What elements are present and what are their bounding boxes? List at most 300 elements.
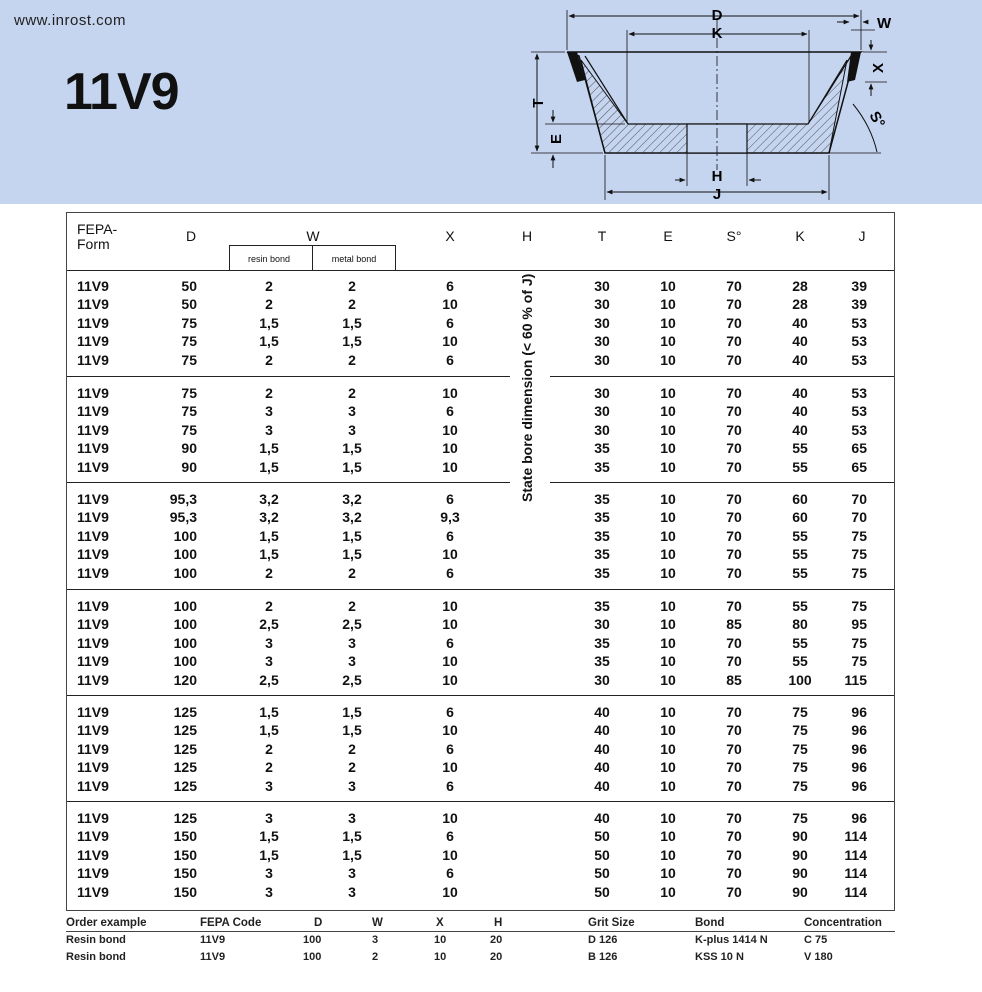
cell-S: 70 xyxy=(726,759,742,776)
hdr-W-resin: resin bond xyxy=(247,254,291,264)
cell-J: 96 xyxy=(851,722,867,739)
cell-E: 10 xyxy=(660,491,676,507)
group-rule xyxy=(550,376,894,377)
order-cell: Resin bond xyxy=(66,934,126,946)
cell-X: 10 xyxy=(442,546,458,563)
cell-form: 11V9 xyxy=(77,883,109,900)
cell-K: 75 xyxy=(792,722,808,739)
cell-J: 96 xyxy=(851,777,867,794)
cell-X: 10 xyxy=(442,653,458,670)
cell-X: 10 xyxy=(442,616,458,633)
dim-T: T xyxy=(530,98,547,108)
cell-J: 115 xyxy=(844,671,867,688)
cell-J: 53 xyxy=(851,403,867,420)
cell-J: 53 xyxy=(851,421,867,438)
cell-K: 55 xyxy=(792,440,808,457)
site-url[interactable]: www.inrost.com xyxy=(14,12,127,29)
cell-T: 30 xyxy=(594,385,610,401)
cell-J: 65 xyxy=(851,440,867,457)
cell-form: 11V9 xyxy=(77,810,109,826)
cell-W-resin: 2 xyxy=(265,278,273,294)
cell-form: 11V9 xyxy=(77,403,109,420)
cell-K: 100 xyxy=(788,671,812,688)
cell-W-resin: 2 xyxy=(265,740,273,757)
cell-W-metal: 1,5 xyxy=(342,722,362,739)
cell-E: 10 xyxy=(660,865,676,882)
cell-E: 10 xyxy=(660,671,676,688)
cell-S: 70 xyxy=(726,777,742,794)
cell-K: 55 xyxy=(792,634,808,651)
cell-W-metal: 2,5 xyxy=(342,616,362,633)
cell-form: 11V9 xyxy=(77,458,109,475)
cell-D: 100 xyxy=(173,564,197,581)
cell-J: 53 xyxy=(851,333,867,350)
order-cell: 11V9 xyxy=(200,951,226,963)
cell-S: 70 xyxy=(726,351,742,368)
cell-K: 75 xyxy=(792,740,808,757)
cell-J: 39 xyxy=(851,278,867,294)
cell-T: 35 xyxy=(594,634,610,651)
cell-S: 70 xyxy=(726,740,742,757)
cell-S: 70 xyxy=(726,722,742,739)
cell-form: 11V9 xyxy=(77,722,109,739)
cell-W-metal: 1,5 xyxy=(342,527,362,544)
cell-X: 10 xyxy=(442,440,458,457)
cell-K: 60 xyxy=(792,491,808,507)
cell-W-resin: 2 xyxy=(265,385,273,401)
cell-X: 10 xyxy=(442,296,458,313)
cell-W-metal: 3 xyxy=(348,865,356,882)
cell-K: 90 xyxy=(792,846,808,863)
cell-W-resin: 3,2 xyxy=(259,491,279,507)
cell-S: 70 xyxy=(726,509,742,526)
cell-J: 114 xyxy=(844,883,867,900)
order-cell: K-plus 1414 N xyxy=(695,934,768,946)
order-cell: KSS 10 N xyxy=(695,951,744,963)
cell-D: 125 xyxy=(173,740,197,757)
cell-S: 70 xyxy=(726,810,742,826)
cell-T: 30 xyxy=(594,351,610,368)
group-rule xyxy=(67,589,894,590)
cell-W-metal: 1,5 xyxy=(342,846,362,863)
cell-T: 30 xyxy=(594,278,610,294)
cell-D: 90 xyxy=(181,458,197,475)
cell-D: 50 xyxy=(181,296,197,313)
cell-J: 75 xyxy=(851,653,867,670)
hdr-J: J xyxy=(858,228,866,244)
cell-K: 40 xyxy=(792,351,808,368)
cell-D: 75 xyxy=(181,421,197,438)
cell-W-resin: 3 xyxy=(265,403,273,420)
cell-W-metal: 3 xyxy=(348,777,356,794)
order-header: FEPA Code xyxy=(200,917,262,929)
cell-W-resin: 1,5 xyxy=(259,440,279,457)
cell-E: 10 xyxy=(660,653,676,670)
cell-X: 6 xyxy=(446,564,454,581)
cell-X: 6 xyxy=(446,740,454,757)
cell-E: 10 xyxy=(660,458,676,475)
cell-W-resin: 3 xyxy=(265,810,273,826)
cell-form: 11V9 xyxy=(77,704,109,720)
cell-S: 70 xyxy=(726,704,742,720)
cell-K: 75 xyxy=(792,704,808,720)
cell-K: 40 xyxy=(792,421,808,438)
cell-form: 11V9 xyxy=(77,296,109,313)
cell-J: 53 xyxy=(851,385,867,401)
cell-W-resin: 1,5 xyxy=(259,704,279,720)
cell-X: 6 xyxy=(446,278,454,294)
cell-W-metal: 1,5 xyxy=(342,458,362,475)
cell-X: 10 xyxy=(442,883,458,900)
cell-W-resin: 3 xyxy=(265,883,273,900)
cell-X: 6 xyxy=(446,865,454,882)
cell-form: 11V9 xyxy=(77,385,109,401)
cell-D: 95,3 xyxy=(169,491,197,507)
cell-J: 53 xyxy=(851,314,867,331)
cell-S: 70 xyxy=(726,333,742,350)
cell-E: 10 xyxy=(660,385,676,401)
cell-E: 10 xyxy=(660,722,676,739)
cell-D: 75 xyxy=(181,314,197,331)
cell-J: 114 xyxy=(844,828,867,845)
cell-W-resin: 3 xyxy=(265,777,273,794)
order-cell: 100 xyxy=(303,934,322,946)
cell-T: 35 xyxy=(594,546,610,563)
cell-form: 11V9 xyxy=(77,546,109,563)
cell-S: 70 xyxy=(726,598,742,614)
hdr-K: K xyxy=(795,228,805,244)
cell-form: 11V9 xyxy=(77,440,109,457)
cell-W-metal: 3 xyxy=(348,403,356,420)
cell-form: 11V9 xyxy=(77,527,109,544)
cell-X: 10 xyxy=(442,598,458,614)
cell-K: 40 xyxy=(792,403,808,420)
cell-W-resin: 3 xyxy=(265,634,273,651)
header-band xyxy=(0,0,982,204)
order-cell: 100 xyxy=(303,951,322,963)
cell-K: 55 xyxy=(792,546,808,563)
group-rule xyxy=(550,482,894,483)
cell-K: 40 xyxy=(792,333,808,350)
hdr-form: FEPA- Form xyxy=(77,221,118,252)
cell-K: 55 xyxy=(792,527,808,544)
order-cell: D 126 xyxy=(588,934,618,946)
cell-T: 30 xyxy=(594,671,610,688)
cell-T: 40 xyxy=(594,759,610,776)
cell-X: 6 xyxy=(446,491,454,507)
group-rule xyxy=(67,801,894,802)
cell-W-metal: 2 xyxy=(348,564,356,581)
page-title: 11V9 xyxy=(64,63,179,121)
cell-T: 30 xyxy=(594,333,610,350)
cell-T: 50 xyxy=(594,846,610,863)
cell-K: 28 xyxy=(792,278,808,294)
cell-D: 125 xyxy=(173,759,197,776)
group-rule xyxy=(67,695,894,696)
cell-T: 35 xyxy=(594,653,610,670)
cell-S: 70 xyxy=(726,546,742,563)
cell-W-resin: 2,5 xyxy=(259,616,279,633)
order-cell: 20 xyxy=(490,951,503,963)
group-rule xyxy=(67,376,510,377)
cell-T: 35 xyxy=(594,440,610,457)
cell-J: 65 xyxy=(851,458,867,475)
cell-W-resin: 3 xyxy=(265,865,273,882)
cell-W-metal: 1,5 xyxy=(342,333,362,350)
cell-form: 11V9 xyxy=(77,421,109,438)
group-rule xyxy=(67,482,510,483)
cell-W-resin: 2 xyxy=(265,598,273,614)
cell-K: 55 xyxy=(792,564,808,581)
dim-S: S° xyxy=(865,108,889,131)
cell-T: 50 xyxy=(594,865,610,882)
order-rule xyxy=(66,931,895,932)
cell-T: 35 xyxy=(594,527,610,544)
cell-D: 100 xyxy=(173,546,197,563)
cell-E: 10 xyxy=(660,527,676,544)
cell-S: 85 xyxy=(726,671,742,688)
cell-W-resin: 1,5 xyxy=(259,458,279,475)
cell-S: 70 xyxy=(726,865,742,882)
dim-W: W xyxy=(877,15,892,32)
cell-W-resin: 2,5 xyxy=(259,671,279,688)
cell-W-metal: 3 xyxy=(348,634,356,651)
cell-T: 40 xyxy=(594,810,610,826)
hdr-H: H xyxy=(521,228,533,244)
cell-J: 114 xyxy=(844,846,867,863)
cell-X: 10 xyxy=(442,722,458,739)
cell-X: 10 xyxy=(442,385,458,401)
cell-J: 95 xyxy=(851,616,867,633)
cell-form: 11V9 xyxy=(77,278,109,294)
order-cell: Resin bond xyxy=(66,951,126,963)
cell-D: 100 xyxy=(173,527,197,544)
cell-E: 10 xyxy=(660,278,676,294)
cell-E: 10 xyxy=(660,598,676,614)
cell-form: 11V9 xyxy=(77,671,109,688)
cell-form: 11V9 xyxy=(77,564,109,581)
cell-E: 10 xyxy=(660,810,676,826)
cell-X: 6 xyxy=(446,704,454,720)
cell-form: 11V9 xyxy=(77,777,109,794)
cell-E: 10 xyxy=(660,564,676,581)
cell-S: 70 xyxy=(726,491,742,507)
cell-W-resin: 2 xyxy=(265,351,273,368)
cell-W-metal: 3 xyxy=(348,810,356,826)
hdr-vrule-2 xyxy=(312,245,313,270)
cell-form: 11V9 xyxy=(77,351,109,368)
dim-H: H xyxy=(711,168,723,185)
cell-W-metal: 2,5 xyxy=(342,671,362,688)
cell-W-resin: 1,5 xyxy=(259,333,279,350)
cell-W-metal: 2 xyxy=(348,351,356,368)
cell-W-resin: 3,2 xyxy=(259,509,279,526)
cell-form: 11V9 xyxy=(77,598,109,614)
order-header: D xyxy=(314,917,323,929)
cell-D: 150 xyxy=(173,883,197,900)
cell-K: 90 xyxy=(792,883,808,900)
cell-W-metal: 1,5 xyxy=(342,546,362,563)
cell-X: 10 xyxy=(442,333,458,350)
cell-J: 114 xyxy=(844,865,867,882)
cell-X: 9,3 xyxy=(440,509,460,526)
wheel-drawing xyxy=(515,0,895,204)
cell-T: 50 xyxy=(594,828,610,845)
cell-S: 85 xyxy=(726,616,742,633)
cell-S: 70 xyxy=(726,421,742,438)
cell-W-resin: 1,5 xyxy=(259,527,279,544)
cell-T: 35 xyxy=(594,509,610,526)
hdr-S: S° xyxy=(726,228,742,244)
cell-W-metal: 3 xyxy=(348,883,356,900)
dim-D: D xyxy=(711,7,723,24)
cell-E: 10 xyxy=(660,351,676,368)
cell-T: 35 xyxy=(594,598,610,614)
dim-J: J xyxy=(712,186,722,203)
cell-E: 10 xyxy=(660,546,676,563)
cell-J: 75 xyxy=(851,598,867,614)
cell-K: 40 xyxy=(792,314,808,331)
cell-T: 40 xyxy=(594,704,610,720)
cell-D: 50 xyxy=(181,278,197,294)
order-cell: 10 xyxy=(434,934,447,946)
cell-X: 6 xyxy=(446,314,454,331)
cell-E: 10 xyxy=(660,509,676,526)
dim-K: K xyxy=(711,25,723,42)
cell-W-metal: 2 xyxy=(348,759,356,776)
cell-T: 30 xyxy=(594,421,610,438)
cell-K: 40 xyxy=(792,385,808,401)
order-cell: C 75 xyxy=(804,934,828,946)
cell-W-resin: 1,5 xyxy=(259,314,279,331)
cell-form: 11V9 xyxy=(77,491,109,507)
cell-S: 70 xyxy=(726,385,742,401)
cell-W-metal: 2 xyxy=(348,740,356,757)
cell-X: 6 xyxy=(446,351,454,368)
cell-D: 150 xyxy=(173,865,197,882)
cell-J: 96 xyxy=(851,704,867,720)
cell-D: 75 xyxy=(181,333,197,350)
cell-W-metal: 2 xyxy=(348,296,356,313)
hdr-E: E xyxy=(663,228,673,244)
cell-S: 70 xyxy=(726,314,742,331)
hdr-W-metal: metal bond xyxy=(331,254,377,264)
cell-D: 125 xyxy=(173,704,197,720)
cell-K: 75 xyxy=(792,759,808,776)
cell-S: 70 xyxy=(726,846,742,863)
order-header: H xyxy=(494,917,503,929)
cell-D: 125 xyxy=(173,722,197,739)
cell-D: 125 xyxy=(173,777,197,794)
cell-D: 100 xyxy=(173,653,197,670)
cell-D: 100 xyxy=(173,616,197,633)
cell-J: 70 xyxy=(851,491,867,507)
cell-E: 10 xyxy=(660,828,676,845)
cell-W-metal: 1,5 xyxy=(342,314,362,331)
cell-K: 55 xyxy=(792,598,808,614)
cell-J: 75 xyxy=(851,634,867,651)
cell-E: 10 xyxy=(660,314,676,331)
cell-J: 96 xyxy=(851,759,867,776)
order-cell: 2 xyxy=(372,951,379,963)
cell-E: 10 xyxy=(660,333,676,350)
cell-K: 55 xyxy=(792,458,808,475)
cell-T: 30 xyxy=(594,296,610,313)
cell-S: 70 xyxy=(726,653,742,670)
cell-W-metal: 3 xyxy=(348,653,356,670)
cell-S: 70 xyxy=(726,458,742,475)
cell-K: 60 xyxy=(792,509,808,526)
cell-T: 30 xyxy=(594,314,610,331)
cell-W-resin: 1,5 xyxy=(259,722,279,739)
cell-J: 75 xyxy=(851,527,867,544)
cell-J: 53 xyxy=(851,351,867,368)
cell-E: 10 xyxy=(660,421,676,438)
hdr-vrule-3 xyxy=(395,245,396,270)
cell-E: 10 xyxy=(660,704,676,720)
cell-T: 35 xyxy=(594,564,610,581)
cell-W-resin: 2 xyxy=(265,564,273,581)
order-header: W xyxy=(372,917,383,929)
cell-E: 10 xyxy=(660,846,676,863)
cell-S: 70 xyxy=(726,527,742,544)
cell-W-resin: 1,5 xyxy=(259,546,279,563)
cell-S: 70 xyxy=(726,883,742,900)
cell-W-resin: 1,5 xyxy=(259,828,279,845)
cell-form: 11V9 xyxy=(77,616,109,633)
order-header: Order example xyxy=(66,917,147,929)
cell-J: 39 xyxy=(851,296,867,313)
cell-S: 70 xyxy=(726,296,742,313)
order-header: Grit Size xyxy=(588,917,635,929)
spec-table: FEPA- Form D W resin bond metal bond X H T E S° K J State bore dimension (< 60 % of J) 11V9 50 2 2 6 30 10 70 28 39 11V9 50 2 2 10 30 10 70 28 39 11V9 75 1,5 1,5 6 30 10 70 40 53 11V9 75 1,5 1,5 10 30 10 70 40 53 11V9 75 2 2 6 30 10 70 40 53 11V9 75 2 2 10 30 10 70 40 53 11V9 75 3 3 6 30 10 70 40 53 11V9 75 3 3 10 30 10 70 40 53 11V9 90 1,5 1,5 10 35 10 70 55 65 11V9 90 1,5 1,5 10 35 10 70 55 65 11V9 95,3 3,2 3,2 6 35 10 70 60 70 11V9 95,3 3,2 3,2 9,3 35 10 70 60 70 11V9 100 1,5 1,5 6 35 10 70 55 75 11V9 100 1,5 1,5 10 35 10 70 55 75 11V9 100 2 2 6 35 10 70 55 75 11V9 100 2 2 10 35 10 70 55 75 11V9 100 2,5 2,5 10 30 10 85 80 95 11V9 100 3 3 6 35 10 70 55 75 11V9 100 3 3 10 35 10 70 55 75 11V9 120 2,5 2,5 10 30 10 85 100 115 11V9 125 1,5 1,5 6 40 10 70 75 96 11V9 125 1,5 1,5 10 40 10 70 75 96 11V9 125 2 2 6 40 10 70 75 96 11V9 125 2 2 10 40 10 70 75 96 11V9 125 3 3 6 40 10 70 75 96 11V9 125 3 3 10 40 10 70 75 96 11V9 150 1,5 1,5 6 50 10 70 90 114 11V9 150 1,5 1,5 10 50 10 70 90 114 11V9 150 3 3 6 50 10 70 90 114 11V9 150 3 3 10 50 10 70 90 114 xyxy=(66,212,895,911)
cell-D: 125 xyxy=(173,810,197,826)
cell-W-resin: 2 xyxy=(265,759,273,776)
cell-T: 30 xyxy=(594,616,610,633)
cell-form: 11V9 xyxy=(77,634,109,651)
cell-X: 10 xyxy=(442,671,458,688)
cell-D: 90 xyxy=(181,440,197,457)
cell-X: 6 xyxy=(446,777,454,794)
cell-W-metal: 2 xyxy=(348,598,356,614)
dim-E: E xyxy=(548,133,565,145)
cell-J: 70 xyxy=(851,509,867,526)
cell-W-metal: 2 xyxy=(348,385,356,401)
cell-W-resin: 3 xyxy=(265,653,273,670)
cell-E: 10 xyxy=(660,740,676,757)
cell-D: 95,3 xyxy=(169,509,197,526)
cell-D: 75 xyxy=(181,351,197,368)
order-cell: 10 xyxy=(434,951,447,963)
cell-form: 11V9 xyxy=(77,333,109,350)
cell-T: 50 xyxy=(594,883,610,900)
cell-T: 35 xyxy=(594,491,610,507)
order-cell: 3 xyxy=(372,934,379,946)
cell-D: 100 xyxy=(173,634,197,651)
cell-J: 96 xyxy=(851,740,867,757)
cell-D: 75 xyxy=(181,403,197,420)
cell-E: 10 xyxy=(660,296,676,313)
cell-W-resin: 1,5 xyxy=(259,846,279,863)
order-cell: B 126 xyxy=(588,951,618,963)
order-header: Bond xyxy=(695,917,725,929)
cell-K: 55 xyxy=(792,653,808,670)
cell-form: 11V9 xyxy=(77,740,109,757)
cell-S: 70 xyxy=(726,634,742,651)
cell-X: 10 xyxy=(442,810,458,826)
cell-S: 70 xyxy=(726,440,742,457)
cell-S: 70 xyxy=(726,403,742,420)
